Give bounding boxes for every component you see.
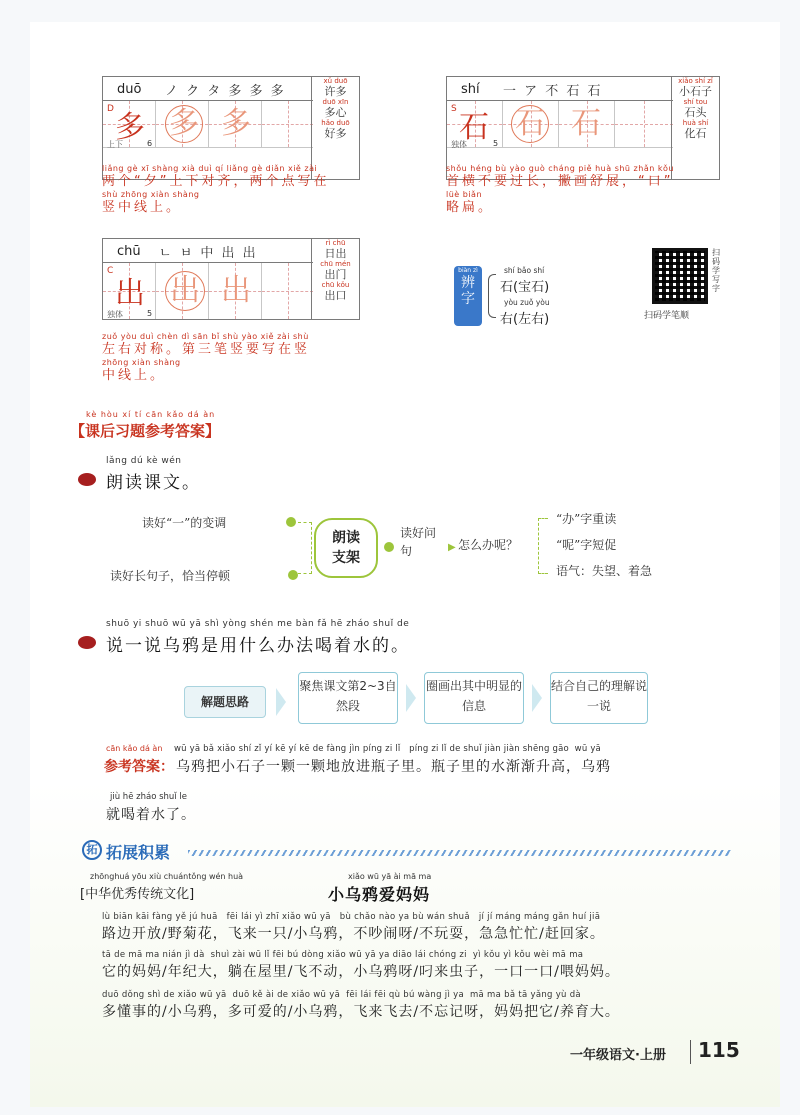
model-char: 出 (115, 276, 145, 311)
tip-text: 首横不要过长，撇画舒展，“口” (446, 174, 674, 189)
culture-tag: [中华优秀传统文化] (80, 887, 195, 902)
page-number: 115 (698, 1038, 740, 1062)
word-pinyin: hǎo duō (321, 119, 350, 127)
arrow-icon: ▶ (448, 542, 456, 553)
poem-title-pinyin: xiǎo wū yā ài mā ma (348, 872, 432, 881)
extension-title: 拓展积累 (106, 843, 171, 862)
qr-caption: 扫码学笔顺 (644, 311, 690, 321)
answer-pinyin: jiù hē zháo shuǐ le (110, 792, 187, 802)
row-pinyin: yòu zuǒ yòu (504, 298, 550, 307)
leaf-icon (286, 517, 296, 527)
char-pinyin: chū (117, 244, 141, 259)
question-pinyin: shuō yi shuō wū yā shì yòng shén me bàn fǎ hē zháo shuǐ de (106, 619, 410, 629)
trace-char: 石 (515, 106, 545, 141)
word: 出口 (324, 289, 347, 302)
question-pinyin: lǎng dú kè wén (106, 456, 182, 466)
word-pinyin: xiǎo shí zǐ (678, 77, 713, 85)
poem-line-pinyin: tā de mā ma nián jì dà shuì zài wū lǐ fēi bú dòng xiǎo wū yā ya diāo lái chóng zi yì kǒu yì kǒu wèi mā ma (102, 950, 584, 960)
word: 出门 (324, 268, 347, 281)
tip-text: 竖中线上。 (102, 200, 183, 215)
stroke-order: ノ ク タ 多 多 多 (165, 84, 286, 99)
label-pinyin: biàn zì (458, 267, 478, 274)
word-pinyin: xǔ duō (323, 77, 348, 85)
poem-line-pinyin: duō dǒng shì de xiǎo wū yā duō kě ài de xiǎo wū yā fēi lái fēi qù bú wàng jì ya mā ma bǎ tā yǎng yù dà (102, 990, 581, 1000)
page (30, 22, 780, 1107)
poem-line-pinyin: lù biān kāi fàng yě jú huā fēi lái yì zhī xiǎo wū yā bù chǎo nào ya bù wán shuǎ jí jí máng máng gǎn huí jiā (102, 912, 601, 922)
distinguish-label (454, 266, 482, 326)
structure-label: 上下 (107, 140, 123, 149)
char-pinyin: shí (461, 82, 480, 97)
step-box: 结合自己的理解说一说 (550, 672, 648, 724)
step-box: 聚焦课文第2~3自然段 (298, 672, 398, 724)
index-letter: S (451, 104, 457, 114)
writing-tip (446, 164, 756, 216)
word: 小石子 (679, 85, 712, 98)
structure-label: 独体 (107, 310, 123, 319)
structure-label: 独体 (451, 140, 467, 149)
answers-heading: 【课后习题参考答案】 (70, 422, 221, 440)
divider (188, 850, 732, 856)
question-2: 说一说乌鸦是用什么办法喝着水的。 (106, 636, 410, 656)
word-pinyin: chū kǒu (321, 281, 350, 289)
trace-char: 石 (571, 106, 601, 141)
mindmap-leaf: “呢”字短促 (556, 538, 617, 552)
tag-pinyin: zhōnghuá yōu xiù chuántǒng wén huà (90, 872, 244, 881)
practice-cell (615, 101, 673, 147)
brace (488, 274, 496, 318)
answer-text: 乌鸦把小石子一颗一颗地放进瓶子里。瓶子里的水渐渐升高，乌鸦 (176, 759, 611, 775)
tip-pinyin: zuǒ yòu duì chèn dì sān bǐ shù yào xiě zài shù (102, 332, 309, 341)
stroke-count: 5 (493, 139, 499, 148)
stroke-count: 6 (147, 139, 153, 148)
answer-label-pinyin: cān kǎo dá àn (106, 744, 163, 753)
leaf-icon (384, 542, 394, 552)
word-pinyin: duō xīn (322, 98, 349, 106)
mindmap-center-label: 朗读支架 (332, 530, 360, 566)
word-pinyin: rì chū (325, 239, 346, 247)
tip-pinyin: lüè biǎn (446, 190, 483, 199)
tip-text: 略扁。 (446, 200, 495, 215)
trace-char: 出 (221, 273, 251, 308)
mindmap-center (314, 518, 378, 578)
mindmap-leaf: 语气：失望、着急 (556, 564, 653, 578)
answer-pinyin: wū yā bǎ xiǎo shí zǐ yí kē yí kē de fàng jìn píng zi lǐ píng zi lǐ de shuǐ jiàn jiàn shēng gāo wū yā (174, 744, 601, 754)
trace-char: 出 (170, 273, 200, 308)
index-letter: C (107, 266, 114, 276)
poem-line: 它的妈妈/年纪大，躺在屋里/飞不动，小乌鸦呀/叼来虫子，一口一口/喂妈妈。 (102, 964, 620, 980)
connector (298, 522, 312, 574)
distinguish-box (454, 266, 584, 328)
distinguish-row: 石(宝石) (500, 280, 550, 295)
mindmap-item: 读好问句 (400, 526, 437, 558)
poem-line: 路边开放/野菊花，飞来一只/小乌鸦，不吵闹呀/不玩耍，急急忙忙/赶回家。 (102, 926, 605, 942)
mindmap-item: 读好“一”的变调 (142, 516, 227, 530)
word: 多心 (324, 106, 347, 119)
tip-text: 两个“夕”上下对齐，两个点写在 (102, 174, 330, 189)
word-list (311, 239, 359, 319)
stroke-order: 一 ア 不 石 石 (503, 84, 603, 99)
poem-title: 小乌鸦爱妈妈 (328, 885, 431, 904)
qr-code[interactable] (652, 248, 708, 304)
model-char: 多 (115, 110, 145, 145)
writing-tip (102, 164, 402, 216)
trace-char: 多 (221, 106, 251, 141)
word-pinyin: chū mén (320, 260, 351, 268)
leaf-icon (288, 570, 298, 580)
extension-badge-icon: 拓 (82, 840, 102, 860)
trace-char: 多 (169, 106, 199, 141)
model-char: 石 (459, 110, 489, 145)
step-box: 圈画出其中明显的信息 (424, 672, 524, 724)
label-text: 辨字 (461, 275, 475, 307)
bullet-icon (78, 636, 96, 649)
answer-label: 参考答案： (104, 759, 174, 775)
section-pinyin: kè hòu xí tí cān kǎo dá àn (86, 410, 216, 419)
qr-side-text: 扫码学写字 (712, 248, 720, 293)
book-title: 一年级语文·上册 (570, 1048, 666, 1063)
distinguish-row: 右(左右) (500, 312, 550, 327)
question-1: 朗读课文。 (106, 473, 201, 493)
stroke-order: ㄴ ㅂ 中 出 出 (159, 246, 258, 261)
char-card-chu (102, 238, 360, 320)
word-pinyin: huà shí (682, 119, 709, 127)
stroke-count: 5 (147, 309, 153, 318)
char-pinyin: duō (117, 82, 142, 97)
chevron-icon (276, 688, 286, 716)
think-label: 解题思路 (184, 686, 266, 718)
index-letter: D (107, 104, 114, 114)
word: 石头 (684, 106, 707, 119)
practice-cell (262, 101, 313, 147)
practice-cell (262, 263, 313, 319)
mindmap-leaf: “办”字重读 (556, 512, 617, 526)
tip-pinyin: shù zhōng xiàn shàng (102, 190, 200, 199)
mindmap-item: 怎么办呢？ (458, 538, 519, 552)
tip-text: 左右对称。第三笔竖要写在竖 (102, 342, 311, 357)
footer-divider (690, 1040, 691, 1064)
tip-pinyin: shǒu héng bù yào guò cháng piě huà shū zhǎn kǒu (446, 164, 674, 173)
answer-text: 就喝着水了。 (106, 807, 196, 823)
poem-line: 多懂事的/小乌鸦，多可爱的/小乌鸦，飞来飞去/不忘记呀，妈妈把它/养育大。 (102, 1004, 620, 1020)
writing-tip (102, 332, 402, 384)
word: 日出 (324, 247, 347, 260)
word: 化石 (684, 127, 707, 140)
mindmap-item: 读好长句子，恰当停顿 (110, 569, 231, 583)
row-pinyin: shí bǎo shí (504, 266, 545, 275)
bullet-icon (78, 473, 96, 486)
connector (538, 518, 548, 574)
tip-pinyin: zhōng xiàn shàng (102, 358, 181, 367)
word: 好多 (324, 127, 347, 140)
chevron-icon (406, 684, 416, 712)
word: 许多 (324, 85, 347, 98)
word-pinyin: shí tou (683, 98, 708, 106)
tip-text: 中线上。 (102, 368, 167, 383)
tip-pinyin: liǎng gè xī shàng xià duì qí liǎng gè diǎn xiě zài (102, 164, 318, 173)
chevron-icon (532, 684, 542, 712)
